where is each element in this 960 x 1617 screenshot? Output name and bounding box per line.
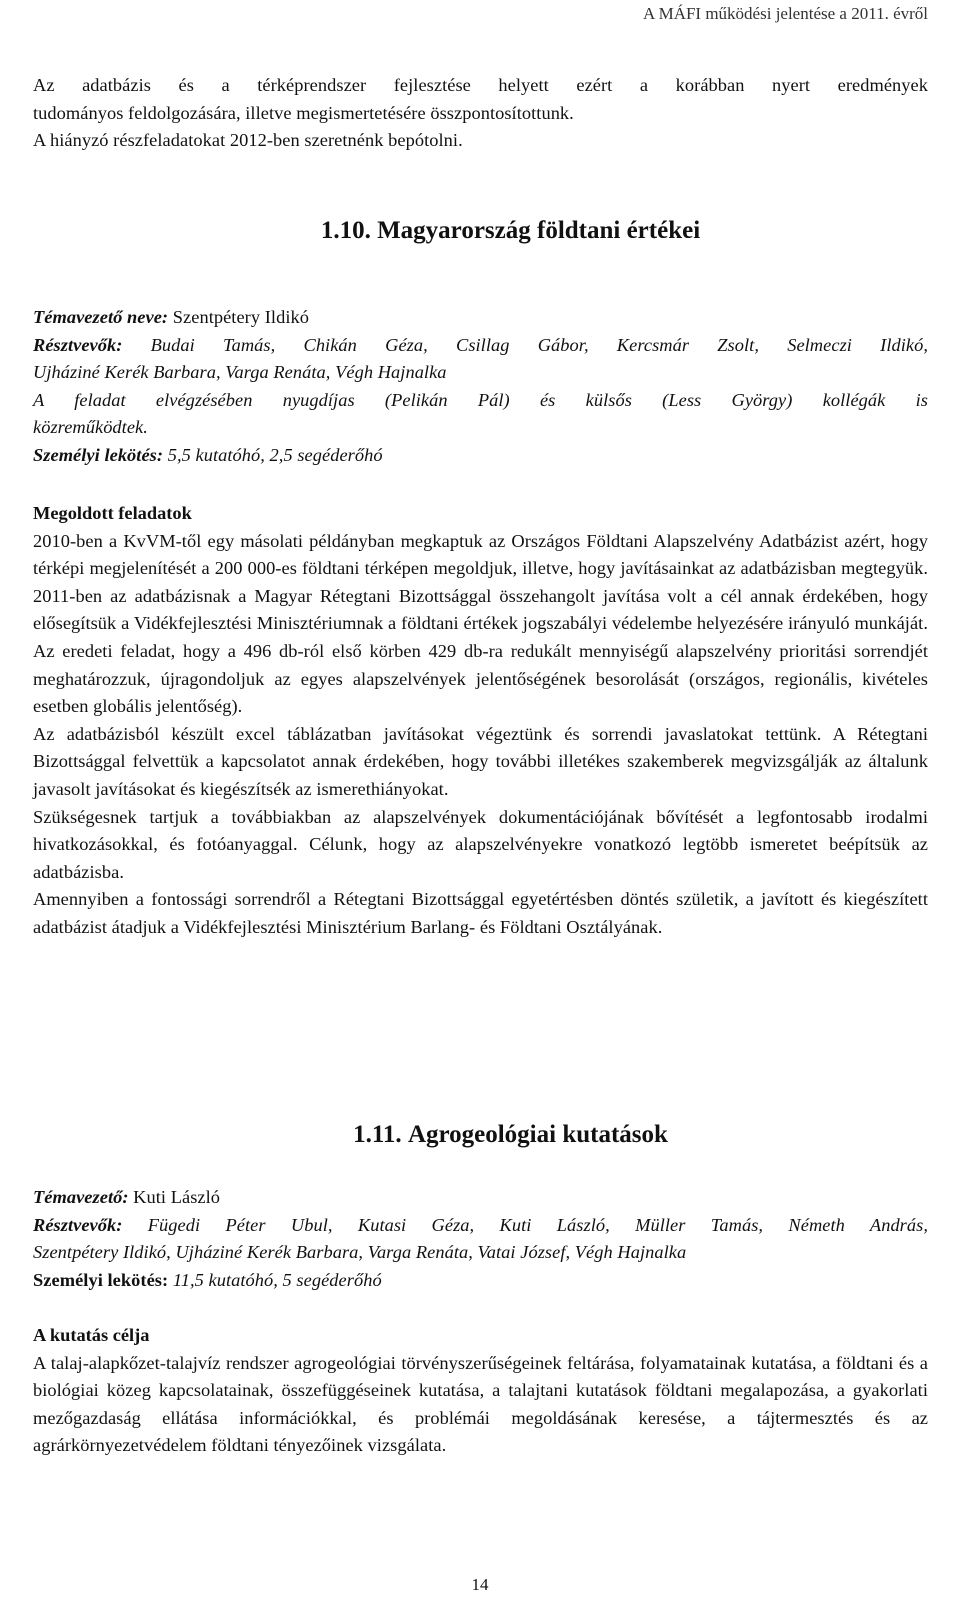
intro-paragraph xyxy=(33,72,928,155)
leader-value-1-11: Kuti László xyxy=(128,1187,221,1207)
solved-paragraph-4: Amennyiben a fontossági sorrendről a Rétegtani Bizottsággal egyetértésben döntés születik, a javított és kiegészített adatbázist átadjuk a Vidékfejlesztési Minisztérium Barlang- és Földtani Osztályának. xyxy=(33,889,928,937)
section-number-1-11: 1.11. xyxy=(353,1121,402,1148)
aim-paragraph: A talaj-alapkőzet-talajvíz rendszer agrogeológiai törvényszerűségeinek feltárása, folyamatainak kutatása, a földtani és a biológiai közeg kapcsolatainak, összefüggéseinek kutatása, a talajtani kutatások földtani megalapozása, a gyakorlati mezőgazdaság ellátása információkkal, és problémái megoldásának keresése, a tájtermesztés és az agrárkörnyezetvédelem földtani tényezőinek vizsgálata. xyxy=(33,1352,928,1456)
section-1-10-meta xyxy=(33,304,928,470)
helpers-line-2: közreműködtek. xyxy=(33,417,148,438)
research-aim xyxy=(33,1322,928,1460)
participants-line-1-1-11: Fügedi Péter Ubul, Kutasi Géza, Kuti László, Müller Tamás, Németh András, xyxy=(122,1214,928,1235)
staff-label-1-11: Személyi lekötés: xyxy=(33,1269,169,1290)
section-heading-1-11 xyxy=(33,1120,928,1150)
section-1-11-meta xyxy=(33,1184,928,1294)
solved-paragraph-2: Az adatbázisból készült excel táblázatban javításokat végeztünk és sorrendi javaslatokat tettünk. A Rétegtani Bizottsággal felvettük a kapcsolatot annak érdekében, hogy további illetékes szakemberek megvizsgálják az általunk javasolt javításokat és kiegészítsék az ismerethiányokat. xyxy=(33,723,928,799)
intro-line-3: A hiányzó részfeladatokat 2012-ben szeretnénk bepótolni. xyxy=(33,130,463,151)
intro-line-2: tudományos feldolgozására, illetve megismertetésére összpontosítottunk. xyxy=(33,102,574,123)
intro-line-1: Az adatbázis és a térképrendszer fejlesztése helyett ezért a korábban nyert eredmények xyxy=(33,75,928,95)
staff-value: 5,5 kutatóhó, 2,5 segéderőhó xyxy=(163,444,383,465)
participants-label: Résztvevők: xyxy=(33,334,123,355)
leader-value: Szentpétery Ildikó xyxy=(168,307,309,327)
solved-paragraph-1: 2010-ben a KvVM-től egy másolati példányban megkaptuk az Országos Földtani Alapszelvény Adatbázist azért, hogy térképi megjelenítését a 200 000-es földtani térképen megoldjuk, illetve, hogy javításainkat az adatbázisban megtegyük. 2011-ben az adatbázisnak a Magyar Rétegtani Bizottsággal összehangolt javítása volt a cél annak érdekében, hogy elősegítsük a Vidékfejlesztési Minisztériumnak a földtani értékek jogszabályi védelembe helyezésére irányuló munkáját. Az eredeti feladat, hogy a 496 db-ról első körben 429 db-ra redukált mennyiségű alapszelvény prioritási sorrendjét meghatározzuk, újragondoljuk az egyes alapszelvények jelentőségének besorolását (országos, regionális, kivételes esetben globális jelentőség). xyxy=(33,530,928,717)
helpers-line-1: A feladat elvégzésében nyugdíjas (Pelikán Pál) és külsős (Less György) kollégák is xyxy=(33,389,928,410)
aim-heading: A kutatás célja xyxy=(33,1325,150,1345)
solved-heading: Megoldott feladatok xyxy=(33,503,192,523)
leader-label-1-11: Témavezető: xyxy=(33,1187,129,1207)
solved-tasks xyxy=(33,500,928,942)
participants-label-1-11: Résztvevők: xyxy=(33,1214,123,1235)
section-number: 1.10. xyxy=(320,217,371,244)
section-title: Magyarország földtani értékei xyxy=(377,217,701,244)
leader-label: Témavezető neve: xyxy=(33,307,169,327)
running-header: A MÁFI működési jelentése a 2011. évről xyxy=(642,4,928,23)
participants-line-2-1-11: Szentpétery Ildikó, Ujháziné Kerék Barbara, Varga Renáta, Vatai József, Végh Hajnalka xyxy=(33,1242,687,1263)
solved-paragraph-3: Szükségesnek tartjuk a továbbiakban az alapszelvények dokumentációjának bővítését a legfontosabb irodalmi hivatkozásokkal, és fotóanyaggal. Célunk, hogy az alapszelvényekre vonatkozó legtöbb ismeretet beépítsük az adatbázisba. xyxy=(33,806,928,882)
participants-line-2: Ujháziné Kerék Barbara, Varga Renáta, Végh Hajnalka xyxy=(33,362,447,383)
section-heading-1-10 xyxy=(33,216,928,246)
participants-line-1: Budai Tamás, Chikán Géza, Csillag Gábor, Kercsmár Zsolt, Selmeczi Ildikó, xyxy=(122,334,928,355)
page-number: 14 xyxy=(471,1575,489,1594)
section-title-1-11: Agrogeológiai kutatások xyxy=(407,1121,668,1148)
staff-value-1-11: 11,5 kutatóhó, 5 segéderőhó xyxy=(168,1269,382,1290)
staff-label: Személyi lekötés: xyxy=(33,444,164,465)
